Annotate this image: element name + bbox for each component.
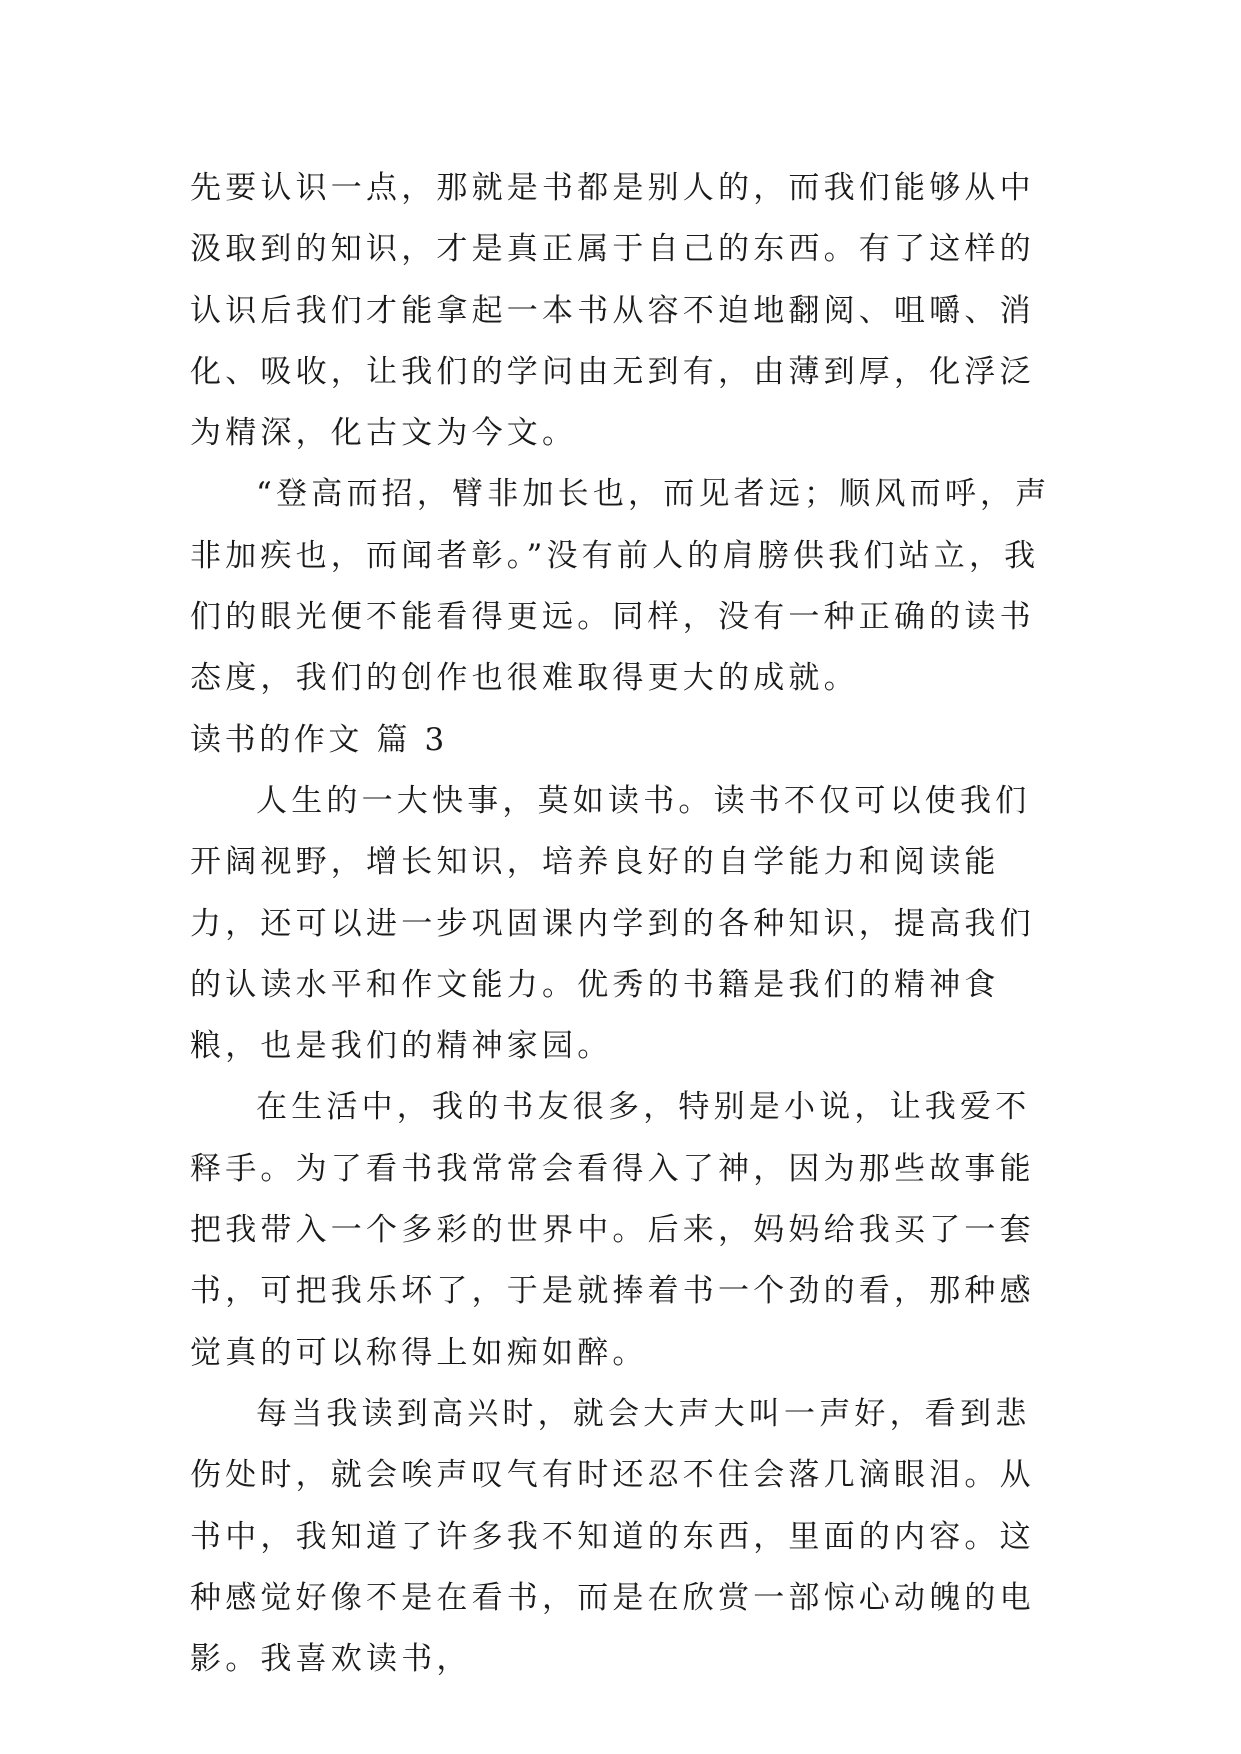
- section-heading: 读书的作文 篇 3: [190, 721, 448, 758]
- paragraph: 在生活中，我的书友很多，特别是小说，让我爱不释手。为了看书我常常会看得入了神，因为那些故事能把我带入一个多彩的世界中。后来，妈妈给我买了一套书，可把我乐坏了，于是就捧着书一个劲的看，那种感觉真的可以称得上如痴如醉。: [190, 1089, 1035, 1371]
- document-body: [190, 158, 1055, 1690]
- paragraph: 每当我读到高兴时，就会大声大叫一声好，看到悲伤处时，就会唉声叹气有时还忍不住会落几滴眼泪。从书中，我知道了许多我不知道的东西，里面的内容。这种感觉好像不是在看书，而是在欣赏一部惊心动魄的电影。我喜欢读书，: [190, 1395, 1035, 1678]
- paragraph: 人生的一大快事，莫如读书。读书不仅可以使我们开阔视野，增长知识，培养良好的自学能力和阅读能力，还可以进一步巩固课内学到的各种知识，提高我们的认读水平和作文能力。优秀的书籍是我们的精神食粮，也是我们的精神家园。: [190, 782, 1035, 1065]
- paragraph-quote: “登高而招，臂非加长也，而见者远；顺风而呼，声非加疾也，而闻者彰。”没有前人的肩膀供我们站立，我们的眼光便不能看得更远。同样，没有一种正确的读书态度，我们的创作也很难取得更大的成就。: [190, 476, 1051, 697]
- paragraph-continued: 先要认识一点，那就是书都是别人的，而我们能够从中汲取到的知识，才是真正属于自己的东西。有了这样的认识后我们才能拿起一本书从容不迫地翻阅、咀嚼、消化、吸收，让我们的学问由无到有，由薄到厚，化浮泛为精深，化古文为今文。: [190, 170, 1035, 452]
